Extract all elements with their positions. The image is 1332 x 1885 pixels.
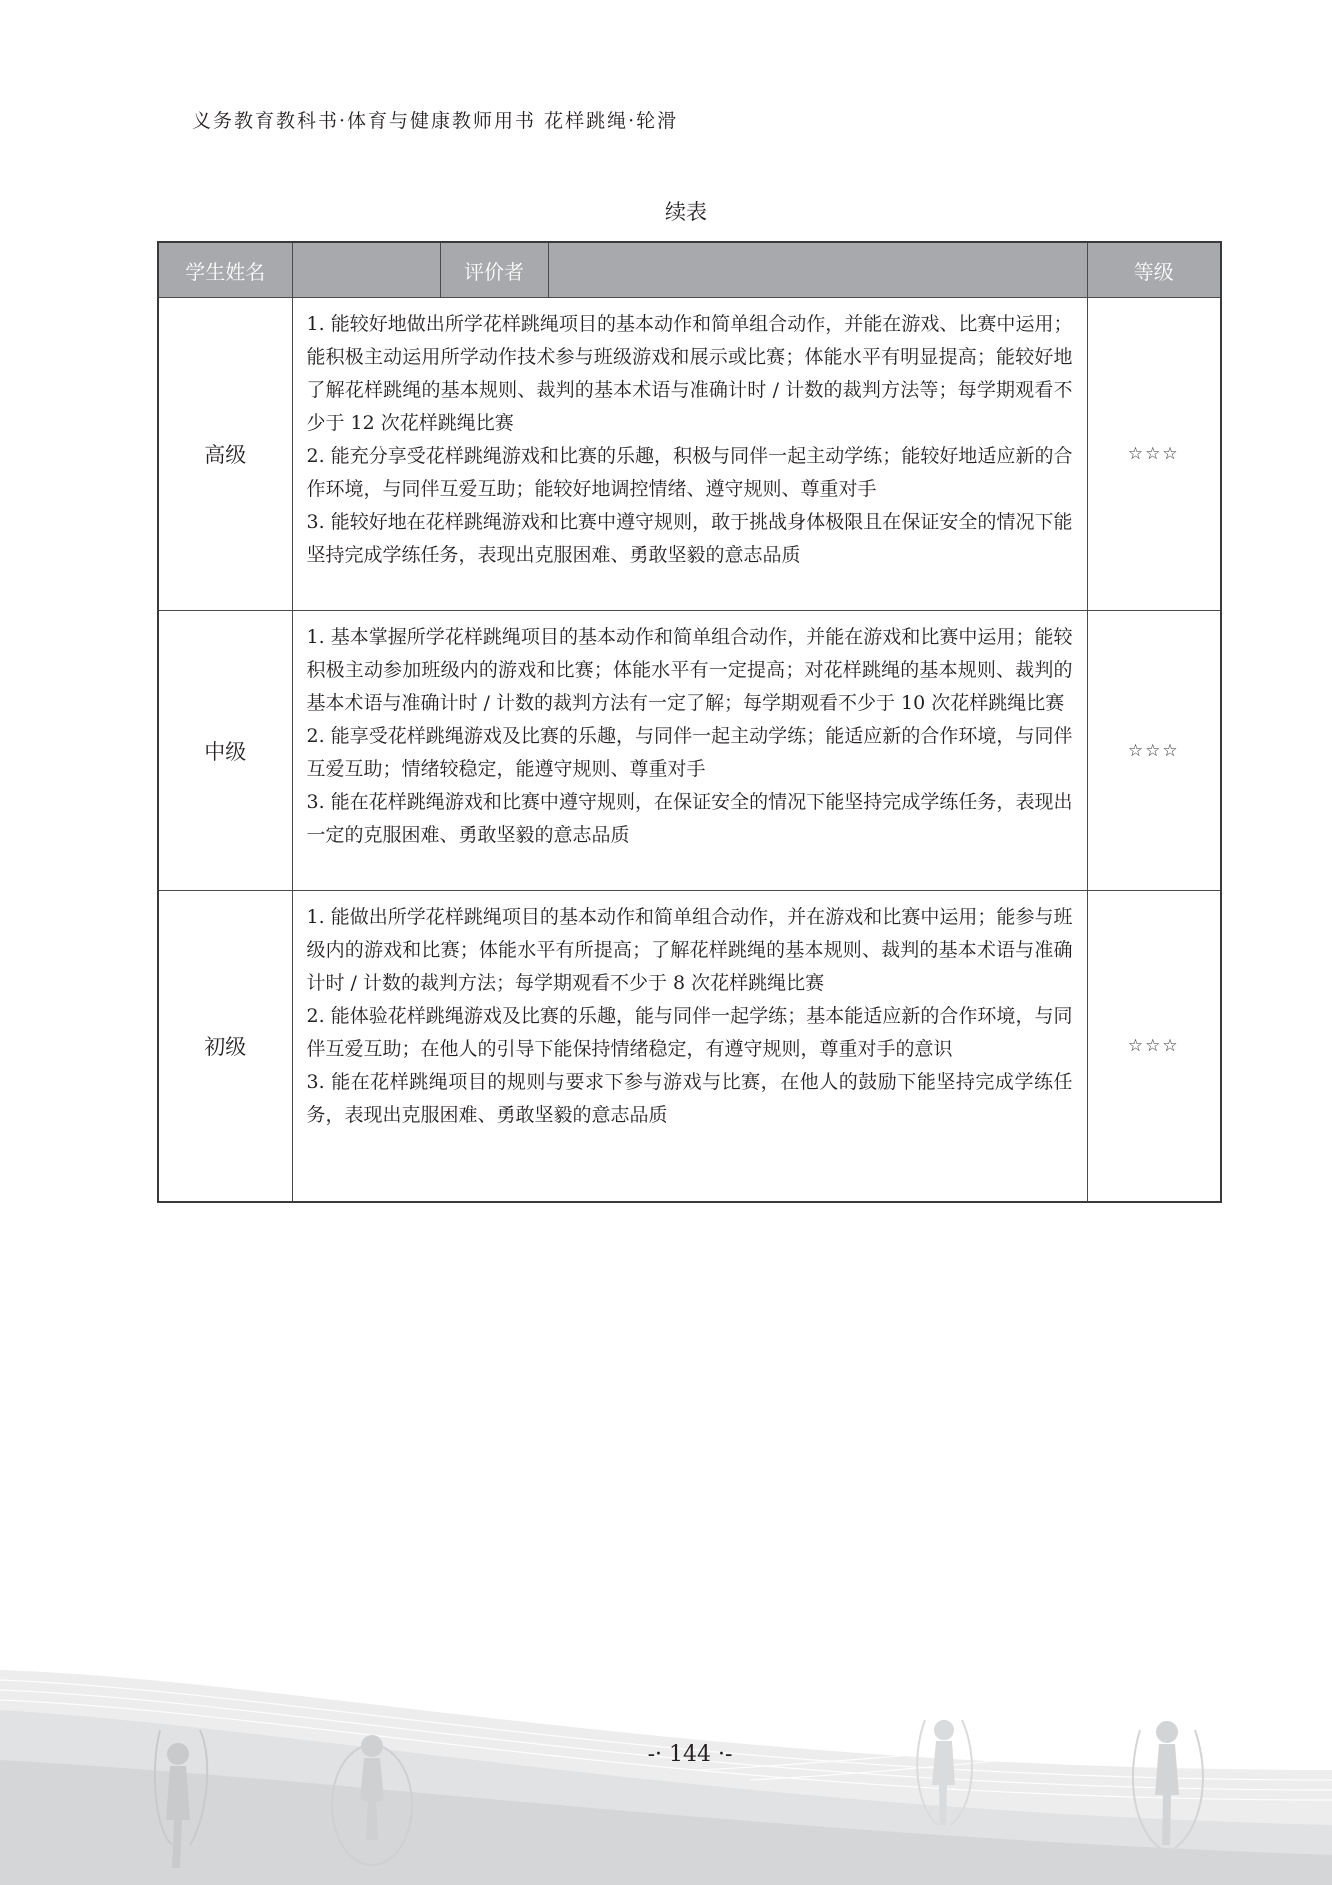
evaluation-table [157, 241, 1222, 1203]
running-head: 义务教育教科书·体育与健康教师用书 花样跳绳·轮滑 [192, 110, 679, 132]
grade-stars: ☆☆☆ [1087, 298, 1221, 611]
level-label: 中级 [158, 611, 292, 891]
table-row-beginner [158, 891, 1221, 1202]
criteria-item: 3. 能较好地在花样跳绳游戏和比赛中遵守规则，敢于挑战身体极限且在保证安全的情况下能坚持完成学练任务，表现出克服困难、勇敢坚毅的意志品质 [306, 511, 1073, 566]
level-label: 初级 [158, 891, 292, 1202]
criteria-item: 2. 能享受花样跳绳游戏及比赛的乐趣，与同伴一起主动学练；能适应新的合作环境，与同伴互爱互助；情绪较稳定，能遵守规则、尊重对手 [306, 725, 1073, 780]
criteria-item: 1. 能做出所学花样跳绳项目的基本动作和简单组合动作，并在游戏和比赛中运用；能参与班级内的游戏和比赛；体能水平有所提高；了解花样跳绳的基本规则、裁判的基本术语与准确计时 / 计数的裁判方法；每学期观看不少于 8 次花样跳绳比赛 [306, 906, 1073, 994]
grade-stars: ☆☆☆ [1087, 611, 1221, 891]
criteria-item: 2. 能体验花样跳绳游戏及比赛的乐趣，能与同伴一起学练；基本能适应新的合作环境，与同伴互爱互助；在他人的引导下能保持情绪稳定，有遵守规则，尊重对手的意识 [306, 1005, 1073, 1060]
criteria-cell [292, 298, 1087, 611]
evaluator-value [548, 242, 1087, 298]
table-header-row [158, 242, 1221, 298]
criteria-item: 3. 能在花样跳绳项目的规则与要求下参与游戏与比赛，在他人的鼓励下能坚持完成学练任务，表现出克服困难、勇敢坚毅的意志品质 [306, 1071, 1073, 1126]
table-row-intermediate [158, 611, 1221, 891]
student-name-value [292, 242, 440, 298]
criteria-item: 2. 能充分享受花样跳绳游戏和比赛的乐趣，积极与同伴一起主动学练；能较好地适应新的合作环境，与同伴互爱互助；能较好地调控情绪、遵守规则、尊重对手 [306, 445, 1073, 500]
grade-stars: ☆☆☆ [1087, 891, 1221, 1202]
table-caption: 续表 [665, 200, 707, 224]
criteria-cell [292, 611, 1087, 891]
criteria-item: 1. 基本掌握所学花样跳绳项目的基本动作和简单组合动作，并能在游戏和比赛中运用；能较积极主动参加班级内的游戏和比赛；体能水平有一定提高；对花样跳绳的基本规则、裁判的基本术语与准确计时 / 计数的裁判方法有一定了解；每学期观看不少于 10 次花样跳绳比赛 [306, 626, 1073, 714]
header-evaluator: 评价者 [440, 242, 548, 298]
table-row-advanced [158, 298, 1221, 611]
level-label: 高级 [158, 298, 292, 611]
criteria-item: 1. 能较好地做出所学花样跳绳项目的基本动作和简单组合动作，并能在游戏、比赛中运用；能积极主动运用所学动作技术参与班级游戏和展示或比赛；体能水平有明显提高；能较好地了解花样跳绳的基本规则、裁判的基本术语与准确计时 / 计数的裁判方法等；每学期观看不少于 12 次花样跳绳比赛 [306, 313, 1073, 434]
header-student-name: 学生姓名 [158, 242, 292, 298]
header-grade: 等级 [1087, 242, 1221, 298]
page-number: -· 144 ·- [647, 1742, 733, 1767]
criteria-item: 3. 能在花样跳绳游戏和比赛中遵守规则，在保证安全的情况下能坚持完成学练任务，表现出一定的克服困难、勇敢坚毅的意志品质 [306, 791, 1073, 846]
criteria-cell [292, 891, 1087, 1202]
